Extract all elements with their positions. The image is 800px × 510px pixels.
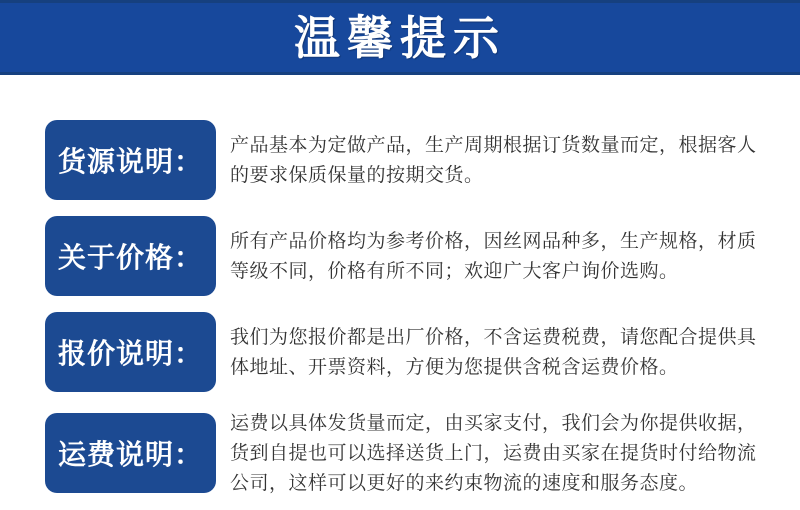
tip-text-price: 所有产品价格均为参考价格，因丝网品种多，生产规格，材质等级不同，价格有所不同；欢迎广大客户询价选购。 xyxy=(230,230,757,282)
tip-label-supply: 货源说明： xyxy=(45,120,216,200)
page-title: 温馨提示 xyxy=(294,10,506,65)
tips-content xyxy=(0,75,800,498)
tip-label-freight: 运费说明： xyxy=(45,413,216,493)
tip-row-price xyxy=(45,216,775,296)
tip-text-freight: 运费以具体发货量而定，由买家支付，我们会为你提供收据，货到自提也可以选择送货上门，运费由买家在提货时付给物流公司，这样可以更好的来约束物流的速度和服务态度。 xyxy=(230,412,757,494)
tip-text-quote: 我们为您报价都是出厂价格，不含运费税费，请您配合提供具体地址、开票资料，方便为您提供含税含运费价格。 xyxy=(230,326,757,378)
header-banner xyxy=(0,0,800,75)
tip-label-price: 关于价格： xyxy=(45,216,216,296)
tip-text-supply: 产品基本为定做产品，生产周期根据订货数量而定，根据客人的要求保质保量的按期交货。 xyxy=(230,134,757,186)
tip-label-quote: 报价说明： xyxy=(45,312,216,392)
tip-row-supply xyxy=(45,120,775,200)
tip-row-quote xyxy=(45,312,775,392)
tip-row-freight xyxy=(45,408,775,498)
